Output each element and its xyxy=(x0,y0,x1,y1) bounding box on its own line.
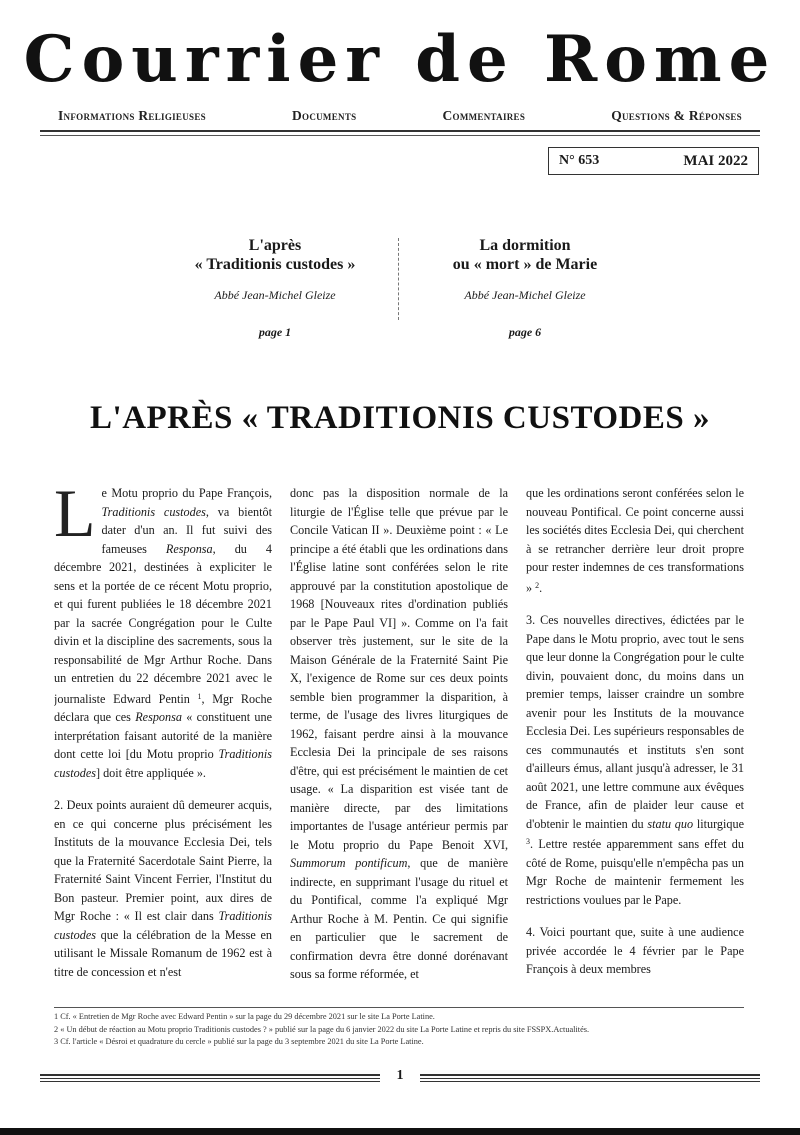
issue-box xyxy=(548,147,759,175)
masthead-title: Courrier de Rome xyxy=(23,22,777,97)
text-run: . xyxy=(539,580,543,595)
toc-title-line: « Traditionis custodes » xyxy=(194,256,356,273)
toc-page: page 1 xyxy=(258,325,292,339)
toc-author: Abbé Jean-Michel Gleize xyxy=(464,288,586,302)
text-run-italic: Traditionis custodes xyxy=(54,747,272,780)
footnotes xyxy=(54,1011,754,1049)
text-run: liturgique xyxy=(693,816,744,831)
page-number: 1 xyxy=(396,1068,404,1083)
paragraph xyxy=(290,484,508,984)
footnote: 2 « Un début de réaction au Motu proprio Traditionis custodes ? » publié sur la page du 6 janvier 2022 du site La Porte Latine et repris du site FSSPX.Actualités. xyxy=(54,1024,590,1034)
text-run: , va bientôt dater d'un an. Il fut suivi des fameuses xyxy=(101,504,272,556)
text-run-italic: Traditionis custodes xyxy=(54,909,272,942)
paragraph xyxy=(54,484,272,782)
footnote: 1 Cf. « Entretien de Mgr Roche avec Edward Pentin » sur la page du 29 décembre 2021 sur le site La Porte Latine. xyxy=(54,1012,435,1021)
text-run: . Lettre restée apparemment sans effet du côté de Rome, puisqu'elle n'empêcha pas un Mgr Roche de maintenir fermement les restrictions voulues par le Pape. xyxy=(526,837,744,907)
toc-title-line: La dormition xyxy=(479,237,571,254)
toc-title-line: ou « mort » de Marie xyxy=(452,256,598,273)
toc-title xyxy=(410,236,640,274)
text-run: 4. Voici pourtant que, suite à une audience privée accordée le 4 février par le Pape François à deux membres xyxy=(526,925,744,976)
toc-page: page 6 xyxy=(508,325,542,339)
page-edge-bar xyxy=(0,1128,800,1135)
article-body xyxy=(54,484,744,1004)
footer-rule-left xyxy=(40,1074,380,1084)
toc-author: Abbé Jean-Michel Gleize xyxy=(214,288,336,302)
article-headline: L'APRÈS « TRADITIONIS CUSTODES » xyxy=(90,400,710,436)
text-run: , du 4 décembre 2021, destinées à expliciter le sens et la portée de ce récent Motu proprio, et qui furent publiées le 18 décembre 2021 par la sacrée Congrégation pour le Culte divin et la discipline des sacrements, sous la responsabilité de Mgr Arthur Roche. Dans un entretien du 22 décembre 2021 avec le journaliste Edward Pentin xyxy=(54,541,272,706)
toc-divider xyxy=(398,238,399,320)
text-run: que les ordinations seront conférées selon le nouveau Pontifical. Ce point concerne aussi les sociétés dites Ecclesia Dei, qui cherchent à se retrancher derrière leur droit propre pour rester indemnes de ces transformations » xyxy=(526,486,744,595)
issue-date: MAI 2022 xyxy=(683,152,748,169)
toc-title xyxy=(160,236,390,274)
footnote: 3 Cf. l'article « Désroi et quadrature du cercle » publié sur la page du 3 septembre 2021 du site La Porte Latine. xyxy=(54,1037,424,1046)
text-run: donc pas la disposition normale de la liturgie de l'Église telle que prévue par le Concile Vatican II ». Deuxième point : « Le principe a été établi que les ordinations dans l'Église latine sont conférées selon le rite approuvé par la constitution apostolique de 1968 [Nouveaux rites d'ordination publiés par le Pape Paul VI] ». Comme on l'a fait observer très justement, sur le site de la Maison Générale de la Fraternité Saint Pie X, l'exigence de Rome sur ces deux points semble bien programmer la disparition, à terme, de l'usage des livres liturgiques de 1962, faisant perdre ainsi à la mouvance Ecclesia Dei la principale de ses raisons d'être, qui est précisément le maintien de cet usage. « La disparition est visée tant de manière directe, par des limitations importantes de l'usage antérieur permis par le Motu proprio du Pape Benoit XVI, xyxy=(290,486,508,852)
text-run: , Mgr Roche déclara que ces xyxy=(54,691,273,724)
section-questions: Questions & Réponses xyxy=(611,108,742,123)
footnote-ref[interactable]: 2 xyxy=(535,580,540,590)
footnote-ref[interactable]: 1 xyxy=(197,691,202,701)
paragraph xyxy=(526,484,744,597)
text-run-italic: Traditionis custodes xyxy=(101,504,206,519)
text-run: e Motu proprio du Pape François, xyxy=(101,486,272,500)
section-documents: Documents xyxy=(291,108,357,123)
text-run: 2. Deux points auraient dû demeurer acquis, en ce qui concerne plus précisément les Instituts de la mouvance Ecclesia Dei, tels que la Fraternité Sacerdotale Saint Pierre, la Fraternité Saint Vincent Ferrier, l'Institut du Bon pasteur. Premier point, aux dires de Mgr Roche : « Il est clair dans xyxy=(54,798,272,923)
text-run: 3. Ces nouvelles directives, édictées par le Pape dans le Motu proprio, avec tout le sens que leur donne la Congrégation pour le culte divin, pouvaient donc, du moins dans un premier temps, laisser craindre un sombre avenir pour les Instituts de la mouvance Ecclesia Dei. Les supérieurs responsables de ces communautés et instituts s'en sont d'ailleurs émus, allant jusqu'à adresser, le 31 août 2021, une lettre commune aux évêques de France, afin de plaider leur cause et d'obtenir le maintien du xyxy=(526,613,744,831)
text-run-italic: statu quo xyxy=(647,816,694,831)
text-run: , que de manière indirecte, en supprimant l'usage du rituel et du Pontifical, comme l'a expliqué Mgr Arthur Roche à M. Pentin. Ce qui signifie en particulier que le sacrement de confirmation devra être donné dorénavant sous sa forme réformée, et xyxy=(290,856,508,981)
article-column-2 xyxy=(290,484,508,1004)
footnote-ref[interactable]: 3 xyxy=(526,837,530,846)
drop-cap: L xyxy=(54,484,96,551)
footnote-rule xyxy=(54,1007,744,1008)
footer-rule-right xyxy=(420,1074,760,1084)
text-run: que la célébration de la Messe en utilisant le Missale Romanum de 1962 est à titre de concession et n'est xyxy=(54,927,272,979)
text-run-italic: Responsa xyxy=(135,710,182,724)
toc-title-line: L'après xyxy=(248,237,302,254)
text-run-italic: Responsa xyxy=(165,541,213,556)
toc-item[interactable] xyxy=(160,236,390,340)
paragraph xyxy=(54,796,272,981)
text-run: ] doit être appliquée ». xyxy=(95,765,206,780)
article-column-1 xyxy=(54,484,272,1004)
masthead-rule xyxy=(40,130,760,132)
paragraph xyxy=(526,923,744,979)
section-commentaires: Commentaires xyxy=(442,108,526,123)
article-column-3 xyxy=(526,484,744,1004)
text-run: « constituent une interprétation faisant autorité de la manière dont cette loi [du Motu proprio xyxy=(54,710,272,761)
section-informations: Informations Religieuses xyxy=(58,108,206,123)
section-nav xyxy=(58,108,742,124)
toc-item[interactable] xyxy=(410,236,640,340)
issue-number: N° 653 xyxy=(559,153,600,168)
text-run-italic: Summorum pontificum xyxy=(290,856,408,870)
masthead-rule-thin xyxy=(40,135,760,136)
paragraph xyxy=(526,611,744,909)
